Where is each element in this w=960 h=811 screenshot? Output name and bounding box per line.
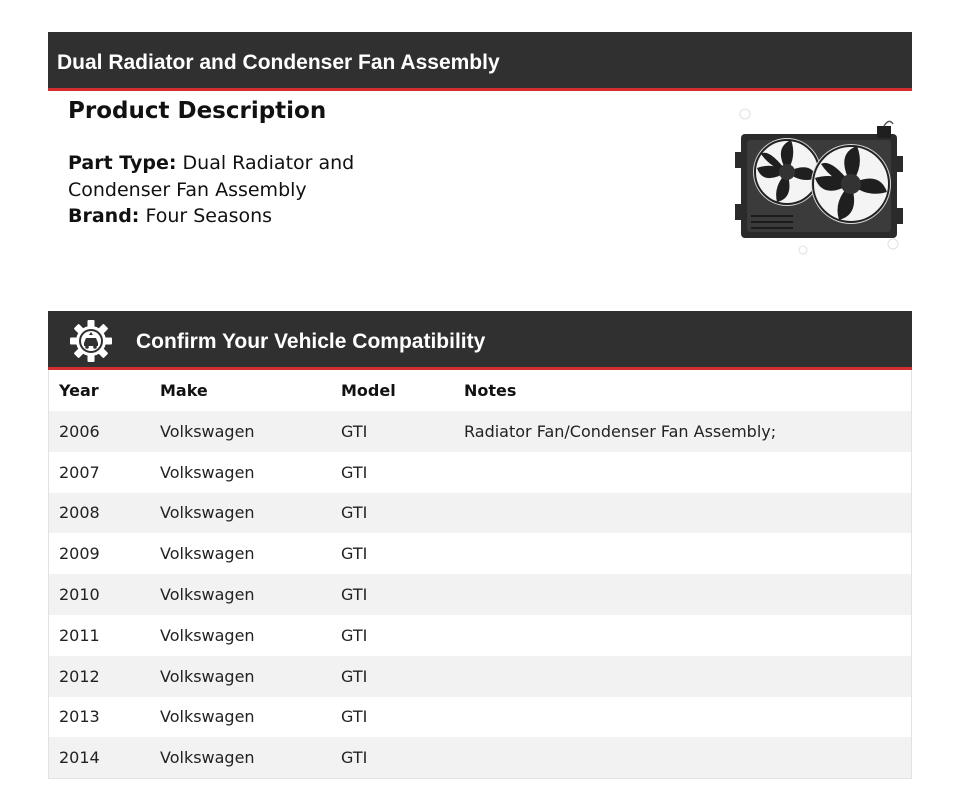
cell-make: Volkswagen: [160, 707, 255, 727]
cell-make: Volkswagen: [160, 462, 255, 482]
column-header-notes: Notes: [454, 370, 912, 411]
table-row: [49, 411, 912, 452]
cell-make: Volkswagen: [160, 544, 255, 564]
cell-year: 2008: [49, 493, 151, 534]
cell-make: Volkswagen: [150, 574, 331, 615]
cell-model: GTI: [331, 574, 454, 615]
product-description: [68, 96, 448, 230]
cell-year: 2010: [49, 574, 151, 615]
table-row: [49, 697, 912, 738]
table-row: [49, 533, 912, 574]
table-row: [49, 493, 912, 534]
cell-notes: [454, 656, 912, 697]
table-row: [49, 452, 912, 493]
cell-notes: [454, 615, 912, 656]
cell-notes: [454, 697, 912, 738]
cell-make: Volkswagen: [150, 493, 331, 534]
product-image: [733, 104, 905, 256]
table-row: [49, 574, 912, 615]
cell-make: Volkswagen: [150, 656, 331, 697]
column-header-make: Make: [150, 370, 331, 411]
cell-make: Volkswagen: [160, 625, 255, 645]
cell-notes: [454, 574, 912, 615]
table-row: [49, 656, 912, 697]
cell-notes: [454, 737, 912, 778]
brand-label: Brand:: [68, 205, 140, 227]
cell-make: Volkswagen: [150, 411, 331, 452]
compatibility-header-bar: [48, 311, 912, 370]
compatibility-title: Confirm Your Vehicle Compatibility: [136, 330, 486, 353]
cell-notes: Radiator Fan/Condenser Fan Assembly;: [454, 411, 912, 452]
cell-notes: [454, 452, 912, 493]
table-row: [49, 737, 912, 778]
compatibility-table: [48, 370, 912, 779]
table-row: [49, 615, 912, 656]
part-type-line: [68, 150, 448, 203]
cell-notes: [454, 493, 912, 534]
cell-model: GTI: [341, 544, 368, 564]
part-type-label: Part Type:: [68, 152, 177, 174]
table-header-row: [49, 370, 912, 411]
cell-year: 2006: [49, 411, 151, 452]
cell-year: 2011: [59, 625, 100, 645]
cell-year: 2009: [59, 544, 100, 564]
cell-model: GTI: [331, 737, 454, 778]
brand-line: [68, 203, 448, 230]
cell-model: GTI: [331, 656, 454, 697]
cell-model: GTI: [331, 411, 454, 452]
cell-make: Volkswagen: [150, 737, 331, 778]
cell-model: GTI: [331, 493, 454, 534]
product-header-bar: [48, 32, 912, 91]
description-heading: Product Description: [68, 98, 327, 124]
brand-value: Four Seasons: [145, 205, 273, 227]
part-type-value: Dual Radiator and Condenser Fan Assembly: [68, 152, 355, 201]
column-header-year: Year: [49, 370, 151, 411]
cell-notes: [454, 533, 912, 574]
cell-year: 2007: [59, 462, 100, 482]
gear-car-icon: [70, 320, 112, 362]
cell-year: 2014: [49, 737, 151, 778]
column-header-model: Model: [331, 370, 454, 411]
cell-year: 2012: [49, 656, 151, 697]
product-title: Dual Radiator and Condenser Fan Assembly: [57, 51, 500, 74]
cell-model: GTI: [341, 707, 368, 727]
cell-year: 2013: [59, 707, 100, 727]
cell-model: GTI: [341, 625, 368, 645]
cell-model: GTI: [341, 462, 368, 482]
